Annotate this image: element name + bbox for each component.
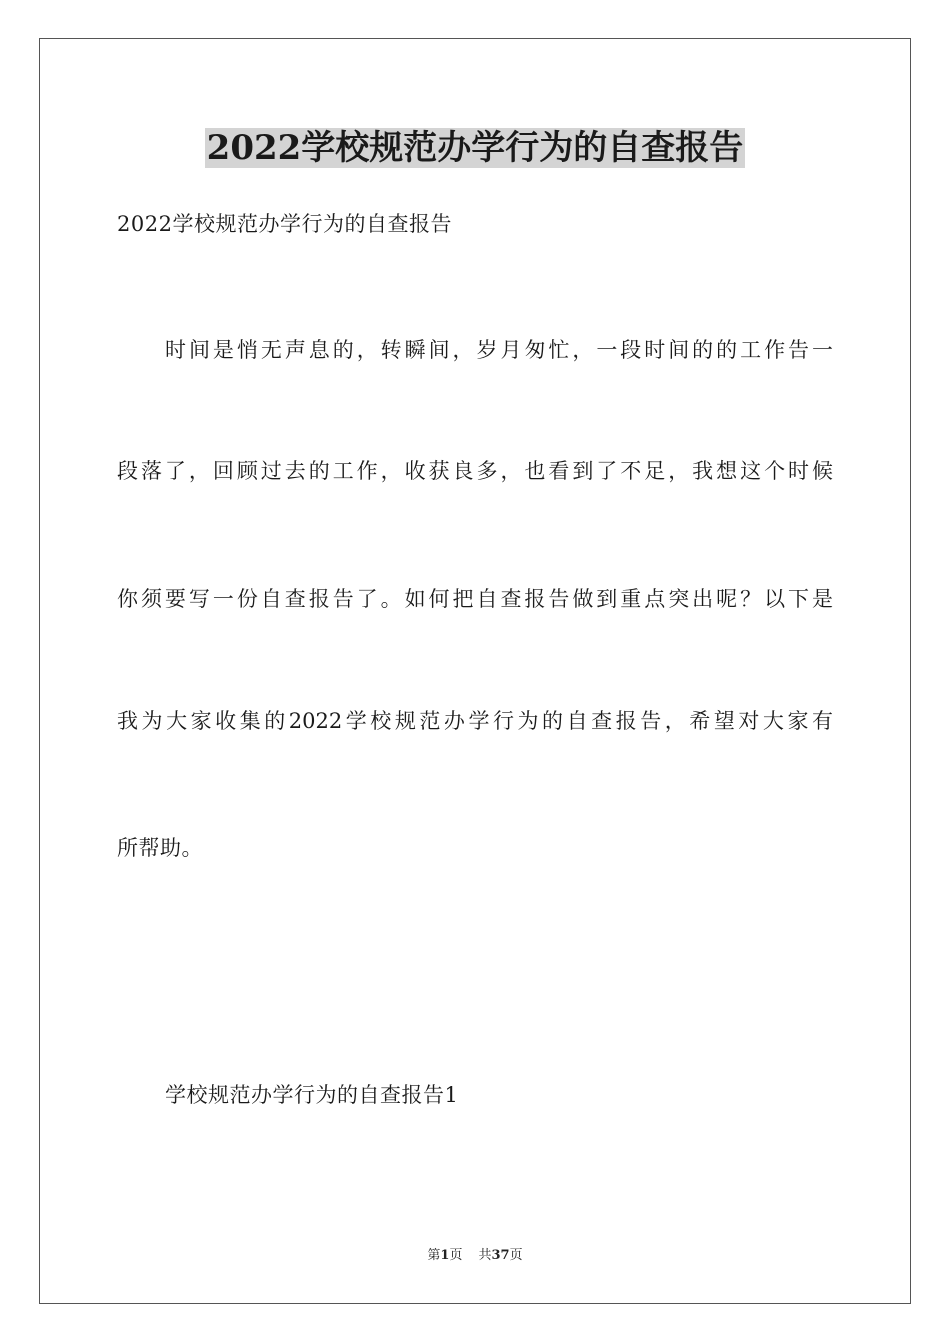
document-title-text: 2022学校规范办学行为的自查报告 — [206, 128, 744, 168]
paragraph-line: 你须要写一份自查报告了。如何把自查报告做到重点突出呢？以下是 — [117, 587, 833, 611]
page-footer — [0, 1246, 950, 1266]
footer-page-prefix: 第 — [427, 1248, 441, 1263]
footer-total-prefix: 共 — [478, 1248, 492, 1263]
paragraph-line: 所帮助。 — [117, 836, 203, 860]
document-subtitle: 2022学校规范办学行为的自查报告 — [117, 212, 452, 236]
footer-total-pages: 37 — [491, 1248, 510, 1263]
section-heading: 学校规范办学行为的自查报告1 — [165, 1083, 459, 1107]
footer-page-number: 1 — [440, 1248, 450, 1263]
paragraph-line: 时间是悄无声息的，转瞬间，岁月匆忙，一段时间的的工作告一 — [165, 338, 833, 362]
footer-page-suffix: 页 — [449, 1248, 463, 1263]
paragraph-line: 我为大家收集的2022学校规范办学行为的自查报告，希望对大家有 — [117, 709, 833, 733]
footer-total-suffix: 页 — [509, 1248, 523, 1263]
paragraph-line: 段落了，回顾过去的工作，收获良多，也看到了不足，我想这个时候 — [117, 459, 833, 483]
document-title — [0, 122, 950, 174]
